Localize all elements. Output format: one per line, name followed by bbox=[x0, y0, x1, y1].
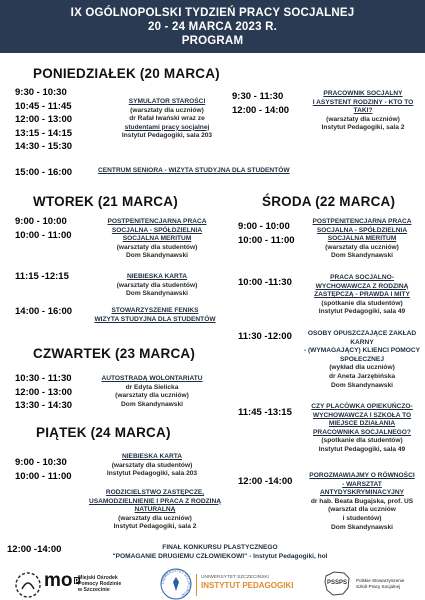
event-title: POROZMAWIAJMY O RÓWNOŚCI bbox=[309, 472, 415, 479]
event-title: WYCHOWAWCZA Z RODZINĄ bbox=[315, 282, 409, 290]
time-slot: 11:30 -12:00 bbox=[238, 331, 292, 342]
event-detail: studentami pracy socjalnej bbox=[124, 123, 210, 131]
logo-line: w Szczecinie bbox=[78, 587, 110, 593]
event-location: Dom Skandynawski bbox=[331, 381, 393, 389]
event-detail: (warsztaty dla uczniów) bbox=[115, 392, 189, 400]
event-title: POSTPENITENCJARNA PRACA bbox=[312, 218, 412, 225]
event-location: Dom Skandynawski bbox=[331, 252, 393, 260]
time-slot: 9:30 - 10:30 bbox=[15, 87, 67, 98]
time-slot: 9:30 - 11:30 bbox=[232, 91, 284, 102]
time-slot: 10:00 - 11:00 bbox=[238, 234, 295, 246]
monday-right-times bbox=[232, 90, 289, 117]
event-title: - (WYMAGAJĄCY) KLIENCI POMOCY bbox=[303, 347, 421, 355]
event-location: Dom Skandynawski bbox=[121, 400, 183, 408]
logo-line: Polskie Stowarzyszenie bbox=[356, 578, 405, 583]
mops-logo bbox=[44, 569, 80, 593]
event-feniks bbox=[80, 307, 230, 324]
event-detail: (warsztaty dla uczniów) bbox=[325, 243, 399, 251]
event-title: SOCJALNA - SPÓŁDZIELNIA bbox=[111, 226, 203, 234]
event-detail: (warsztaty dla uczniów) bbox=[326, 115, 400, 123]
event-placowka-opiekuncza bbox=[304, 403, 420, 455]
event-location: Dom Skandynawski bbox=[331, 523, 393, 531]
instytut-pedagogiki-logo bbox=[201, 575, 293, 590]
event-title: POSTPENITENCJARNA PRACA bbox=[107, 218, 207, 225]
event-title: FINAŁ KONKURSU PLASTYCZNEGO bbox=[162, 544, 278, 551]
time-slot: 9:00 - 10:30 bbox=[15, 457, 67, 468]
logo-line: UNIWERSYTET SZCZECIŃSKI bbox=[201, 575, 269, 580]
mops-name bbox=[78, 575, 121, 593]
event-location: Dom Skandynawski bbox=[126, 290, 188, 298]
time-slot: 10:45 - 11:45 bbox=[15, 100, 72, 112]
event-title: I ASYSTENT RODZINY - KTO TO bbox=[312, 98, 414, 106]
logo-line: Miejski Ośrodek bbox=[78, 575, 118, 581]
event-title: RODZICIELSTWO ZASTĘPCZE, bbox=[105, 489, 205, 496]
event-postpenitencjarna-tue bbox=[95, 218, 219, 261]
event-detail: dr hab. Beata Bugajska, prof. US bbox=[310, 497, 414, 505]
event-title: NATURALNĄ bbox=[134, 506, 176, 514]
event-rodzicielstwo-zastepcze bbox=[80, 489, 230, 532]
event-detail: (warsztat dla uczniów bbox=[328, 506, 396, 514]
psps-mark: PSSPS bbox=[327, 580, 348, 586]
header-dates: 20 - 24 MARCA 2023 R. bbox=[147, 21, 278, 33]
event-title: NIEBIESKA KARTA bbox=[121, 453, 183, 460]
event-detail: dr Aneta Jarzębińska bbox=[328, 372, 396, 380]
event-title: AUTOSTRADĄ WOLONTARIATU bbox=[101, 375, 203, 382]
event-title: SOCJALNA MERITUM bbox=[122, 235, 192, 243]
mops-mark: mo bbox=[44, 570, 73, 591]
logo-divider bbox=[196, 574, 197, 596]
event-title: PRACOWNIKA SOCJALNEGO? bbox=[313, 428, 411, 436]
event-location: Instytut Pedagogiki, sala 203 bbox=[121, 132, 213, 140]
logo-line: Szkół Pracy Socjalnej bbox=[356, 584, 401, 589]
time-slot: 12:00 - 13:00 bbox=[15, 114, 73, 125]
event-final-konkurs bbox=[95, 544, 345, 561]
event-title: "POMAGANIE DRUGIEMU CZŁOWIEKOWI" - Instytut Pedagogiki, hol bbox=[112, 552, 328, 560]
event-praca-socjalno-wychowawcza bbox=[304, 274, 420, 317]
event-title: SOCJALNA MERITUM bbox=[327, 235, 397, 243]
event-title: CENTRUM SENIORA - WIZYTA STUDYJNA DLA STUDENTÓW bbox=[98, 167, 290, 174]
event-porozmawiajmy bbox=[304, 472, 420, 532]
psps-name bbox=[356, 578, 404, 590]
event-title: WIZYTA STUDYJNA DLA STUDENTÓW bbox=[94, 315, 216, 323]
event-niebieska-karta-fri bbox=[92, 453, 212, 479]
event-detail: (spotkanie dla studentów) bbox=[321, 437, 403, 445]
event-detail: (warsztaty dla studentów) bbox=[111, 461, 193, 469]
event-detail: (warsztaty dla studentów) bbox=[116, 281, 198, 289]
event-detail: dr Edyta Sielicka bbox=[125, 383, 179, 391]
friday-times bbox=[15, 456, 72, 483]
event-autostrada-wolontariatu bbox=[92, 375, 212, 409]
event-title: CZY PLACÓWKA OPIEKUŃCZO- bbox=[311, 403, 413, 410]
event-title: WYCHOWAWCZA I SZKOŁA TO bbox=[312, 411, 412, 419]
event-location: Instytut Pedagogiki, sala 49 bbox=[318, 445, 406, 453]
mops-emblem bbox=[14, 571, 42, 599]
monday-late-time: 15:00 - 16:00 bbox=[15, 167, 73, 178]
event-title: SPOŁECZNEJ bbox=[340, 355, 384, 363]
event-title: SOCJALNA - SPÓŁDZIELNIA bbox=[316, 226, 408, 234]
time-slot: 10:30 - 11:30 bbox=[15, 373, 72, 384]
event-title: OSOBY OPUSZCZAJĄCE ZAKŁAD bbox=[307, 330, 417, 337]
event-title: MIEJSCE DZIAŁANIA bbox=[328, 420, 396, 428]
thursday-times bbox=[15, 372, 72, 413]
event-title: NIEBIESKA KARTA bbox=[126, 273, 188, 280]
event-detail: (warsztaty dla uczniów) bbox=[118, 514, 192, 522]
logo-line: INSTYTUT PEDAGOGIKI bbox=[201, 581, 294, 590]
event-location: Instytut Pedagogiki, sala 2 bbox=[321, 124, 405, 132]
partner-logos bbox=[0, 565, 425, 600]
event-title: - WARSZTAT bbox=[342, 480, 382, 488]
logo-line: Pomocy Rodzinie bbox=[78, 581, 122, 587]
event-detail: (spotkanie dla studentów) bbox=[321, 299, 403, 307]
event-location: Instytut Pedagogiki, sala 203 bbox=[106, 470, 198, 478]
header-title: IX OGÓLNOPOLSKI TYDZIEŃ PRACY SOCJALNEJ bbox=[70, 7, 355, 19]
day-friday: PIĄTEK (24 MARCA) bbox=[36, 425, 171, 440]
event-pracownik-socjalny bbox=[305, 90, 421, 133]
event-title: PRACA SOCJALNO- bbox=[330, 274, 394, 281]
time-slot: 13:30 - 14:30 bbox=[15, 400, 73, 411]
time-slot: 10:00 - 11:00 bbox=[15, 470, 72, 482]
day-tuesday: WTOREK (21 MARCA) bbox=[33, 194, 178, 209]
time-slot: 13:15 - 14:15 bbox=[15, 127, 73, 139]
time-slot: 12:00 -14:00 bbox=[238, 476, 293, 487]
event-symulator bbox=[102, 98, 232, 141]
event-title: SYMULATOR STAROŚCI bbox=[128, 98, 206, 105]
time-slot: 12:00 - 14:00 bbox=[232, 104, 290, 116]
time-slot: 11:15 -12:15 bbox=[15, 271, 69, 282]
event-detail: (warsztaty dla uczniów) bbox=[130, 106, 204, 114]
event-postpenitencjarna-wed bbox=[304, 218, 420, 261]
event-title: USAMODZIELNIENIE I PRACA Z RODZINĄ bbox=[89, 497, 221, 505]
day-thursday: CZWARTEK (23 MARCA) bbox=[33, 346, 196, 361]
wednesday-times bbox=[238, 220, 295, 247]
event-detail: (warsztaty dla studentów) bbox=[116, 243, 198, 251]
header-program: PROGRAM bbox=[181, 35, 244, 47]
time-slot: 14:00 - 16:00 bbox=[15, 306, 73, 317]
day-monday: PONIEDZIAŁEK (20 MARCA) bbox=[33, 66, 220, 81]
time-slot: 14:30 - 15:30 bbox=[15, 141, 73, 152]
tuesday-times bbox=[15, 215, 72, 242]
event-title: KARNY bbox=[350, 338, 374, 346]
time-slot: 9:00 - 10:00 bbox=[15, 216, 67, 227]
monday-times bbox=[15, 86, 72, 154]
event-title: ANTYDYSKRYMINACYJNY bbox=[319, 489, 405, 497]
event-title: STOWARZYSZENIE FENIKS bbox=[111, 307, 199, 314]
time-slot: 9:00 - 10:00 bbox=[238, 221, 290, 232]
day-wednesday: ŚRODA (22 MARCA) bbox=[262, 194, 396, 209]
event-centrum-seniora bbox=[98, 167, 290, 176]
time-slot: 10:00 -11:30 bbox=[238, 277, 292, 288]
program-header bbox=[0, 0, 425, 53]
event-detail: i studentów) bbox=[342, 514, 382, 522]
time-slot: 12:00 - 13:00 bbox=[15, 386, 73, 398]
event-title: PRACOWNIK SOCJALNY bbox=[323, 90, 403, 97]
mops-mark-sup: p bbox=[74, 577, 79, 584]
event-niebieska-karta-tue bbox=[95, 273, 219, 299]
event-title: ZASTĘPCZĄ - PRAWDA I MITY bbox=[314, 291, 410, 299]
event-location: Dom Skandynawski bbox=[126, 252, 188, 260]
event-osoby-opuszczajace bbox=[300, 330, 424, 390]
us-seal-icon bbox=[160, 568, 192, 600]
time-slot: 10:00 - 11:00 bbox=[15, 229, 72, 241]
event-location: Instytut Pedagogiki, sala 49 bbox=[318, 308, 406, 316]
event-detail: (wykład dla uczniów) bbox=[329, 364, 395, 372]
event-location: Instytut Pedagogiki, sala 2 bbox=[113, 523, 197, 531]
final-time: 12:00 -14:00 bbox=[7, 544, 62, 555]
event-title: TAKI? bbox=[353, 107, 373, 115]
time-slot: 11:45 -13:15 bbox=[238, 407, 292, 418]
event-detail: dr Rafał Iwański wraz ze bbox=[129, 115, 205, 123]
us-seal-ring: UNIWERSYTET SZCZECIŃSKI bbox=[160, 568, 192, 598]
